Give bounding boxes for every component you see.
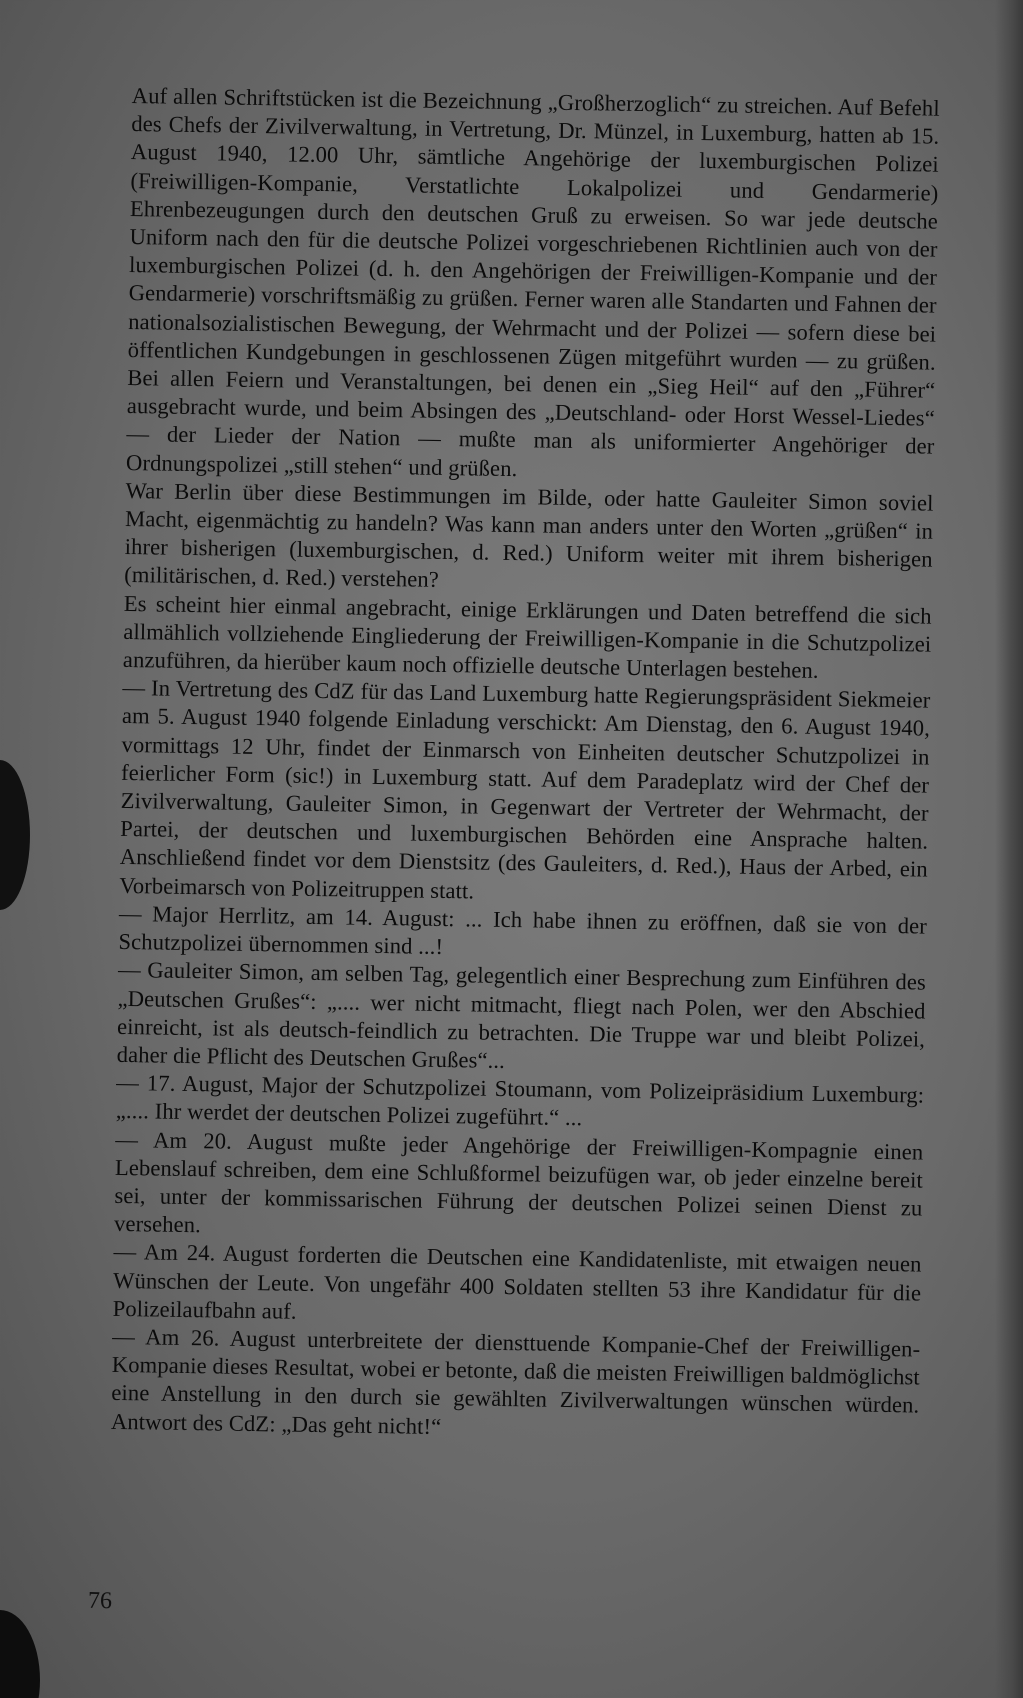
page-edge-shadow <box>995 0 1023 1698</box>
paragraph: — In Vertretung des CdZ für das Land Luxemburg hatte Regierungspräsident Siekmeier am 5. August 1940 folgende Einladung verschickt: Am Dienstag, den 6. August 1940, vormittags 12 Uhr, findet der Einmarsch von Einheiten deutscher Schutzpolizei in feierlicher Form (sic!) in Luxemburg statt. Auf dem Paradeplatz wird der Chef der Zivilverwaltung, Gauleiter Simon, in Gegenwart der Vertreter der Wehrmacht, der Partei, der deutschen und luxemburgischen Behörden eine Ansprache halten. Anschließend findet vor dem Dienstsitz (des Gauleiters, d. Red.), Haus der Arbed, ein Vorbeimarsch von Polizeitruppen statt. <box>119 675 931 904</box>
paragraph: — Major Herrlitz, am 14. August: ... Ich habe ihnen zu eröffnen, daß sie von der Schutzpolizei übernommen sind ...! <box>118 900 928 960</box>
binding-shadow <box>0 760 30 910</box>
paragraph: — 17. August, Major der Schutzpolizei Stoumann, vom Polizeipräsidium Luxemburg: „.... Ihr werdet der deutschen Polizei zugeführt.“ ... <box>115 1069 925 1131</box>
binding-shadow <box>0 1610 40 1698</box>
paragraph: Es scheint hier einmal angebracht, einige Erklärungen und Daten betreffend die sich allmählich vollziehende Eingliederung der Freiwilligen-Kompanie in die Schutzpolizei anzuführen, da hierüber kaum noch offizielle deutsche Unterlagen bestehen. <box>122 590 932 683</box>
paragraph: Auf allen Schriftstücken ist die Bezeichnung „Großherzoglich“ zu streichen. Auf Befehl des Chefs der Zivilverwaltung, in Vertretung, Dr. Münzel, in Luxemburg, hatten ab 15. August 1940, 12.00 Uhr, sämtliche Angehörige der luxemburgischen Polizei (Freiwilligen-Kompanie, Verstatlichte Lokalpolizei und Gendarmerie) Ehrenbezeugungen durch den deutschen Gruß zu erweisen. So war jede deutsche Uniform nach den für die deutsche Polizei vorgeschriebenen Richtlinien auch von der luxemburgischen Polizei (d. h. den Angehörigen der Freiwilligen-Kompanie und der Gendarmerie) vorschriftsmäßig zu grüßen. Ferner waren alle Standarten und Fahnen der nationalsozialistischen Bewegung, der Wehrmacht und der Polizei — sofern diese bei öffentlichen Kundgebungen in geschlossenen Zügen mitgeführt wurden — zu grüßen. Bei allen Feiern und Veranstaltungen, bei denen ein „Sieg Heil“ auf den „Führer“ ausgebracht wurde, und beim Absingen des „Deutschland- oder Horst Wessel-Liedes“ — der Lieder der Nation — mußte man als uniformierter Angehöriger der Ordnungspolizei „still stehen“ und grüßen. <box>125 82 940 481</box>
paragraph: War Berlin über diese Bestimmungen im Bilde, oder hatte Gauleiter Simon soviel Macht, eigenmächtig zu handeln? Was kann man anders unter den Worten „grüßen“ in ihrer bisherigen (luxemburgischen, d. Red.) Uniform weiter mit ihrem bisherigen (militärischen, d. Red.) verstehen? <box>124 477 934 593</box>
paragraph: — Gauleiter Simon, am selben Tag, gelegentlich einer Besprechung zum Einführen des „Deutschen Grußes“: „.... wer nicht mitmacht, fliegt nach Polen, wer den Abschied einreicht, ist als deutsch-feindlich zu betrachten. Die Truppe war und bleibt Polizei, daher die Pflicht des Deutschen Grußes“... <box>116 957 927 1073</box>
body-text <box>111 82 940 1448</box>
paragraph: — Am 20. August mußte jeder Angehörige der Freiwilligen-Kompagnie einen Lebenslauf schreiben, dem eine Schlußformel beizufügen war, ob jeder einzelne bereit sei, unter der kommissarischen Führung der deutschen Polizei seinen Dienst zu versehen. <box>113 1126 924 1238</box>
page-number: 76 <box>87 1587 113 1615</box>
paragraph: — Am 26. August unterbreitete der diensttuende Kompanie-Chef der Freiwilligen-Kompanie dieses Resultat, wobei er betonte, daß die meisten Freiwilligen baldmöglichst eine Anstellung in den durch sie gewählten Zivilverwaltungen wünschen würden. Antwort des CdZ: „Das geht nicht!“ <box>110 1323 921 1439</box>
paragraph: — Am 24. August forderten die Deutschen eine Kandidatenliste, mit etwaigen neuen Wünschen der Leute. Von ungefähr 400 Soldaten stellten 53 ihre Kandidatur für die Polizeilaufbahn auf. <box>112 1239 922 1324</box>
